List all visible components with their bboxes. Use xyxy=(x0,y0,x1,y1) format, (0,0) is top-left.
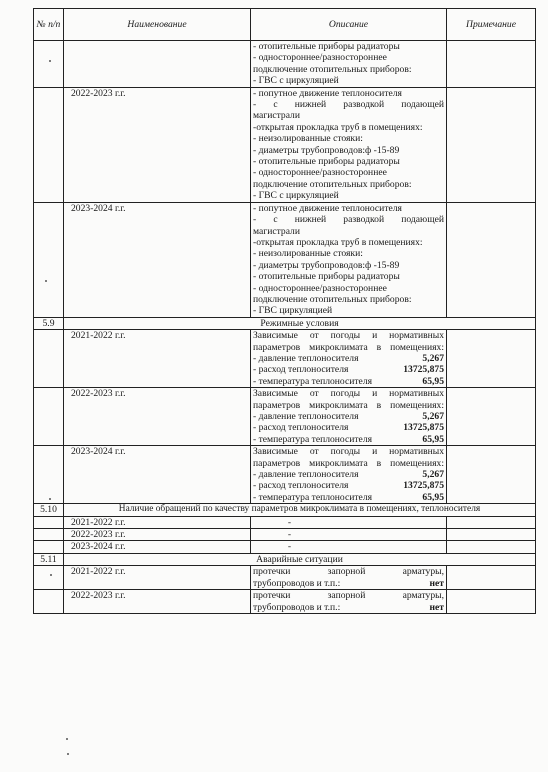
scan-speck xyxy=(49,60,51,62)
header-description: Описание xyxy=(251,9,447,41)
table-row xyxy=(34,446,536,504)
description-cell: протечки запорной арматуры, трубопроводов и т.п.: нет xyxy=(251,566,447,590)
note-cell xyxy=(447,202,536,317)
period-cell: 2022-2023 г.г. xyxy=(64,590,251,614)
table-row xyxy=(34,87,536,202)
period-cell: 2022-2023 г.г. xyxy=(64,388,251,446)
period-cell: 2023-2024 г.г. xyxy=(64,446,251,504)
period-cell: 2022-2023 г.г. xyxy=(64,529,251,541)
period-cell xyxy=(64,41,251,88)
header-number: № п/п xyxy=(34,9,64,41)
section-number: 5.10 xyxy=(34,504,64,516)
section-title: Наличие обращений по качеству параметров микроклимата в помещениях, теплоносителя xyxy=(64,504,536,516)
description-cell: - xyxy=(251,541,447,553)
description-cell: - xyxy=(251,529,447,541)
table-row xyxy=(34,330,536,388)
description-cell: - попутное движение теплоносителя - с нижней разводкой подающей магистрали -открытая прокладка труб в помещениях: - неизолированные стояки: - диаметры трубопроводов:ф -15-89 - отопительные приборы радиаторы - одностороннее/разностороннее подключение отопительных приборов: - ГВС с циркуляцией xyxy=(251,87,447,202)
table-header-row xyxy=(34,9,536,41)
period-cell: 2021-2022 г.г. xyxy=(64,566,251,590)
scan-speck xyxy=(50,574,52,576)
scan-speck xyxy=(49,498,51,500)
period-cell: 2022-2023 г.г. xyxy=(64,87,251,202)
note-cell xyxy=(447,446,536,504)
table-row xyxy=(34,202,536,317)
section-row-5-11 xyxy=(34,553,536,565)
note-cell xyxy=(447,41,536,88)
period-cell: 2021-2022 г.г. xyxy=(64,330,251,388)
header-note: Примечание xyxy=(447,9,536,41)
note-cell xyxy=(447,388,536,446)
header-name: Наименование xyxy=(64,9,251,41)
table-row xyxy=(34,566,536,590)
note-cell xyxy=(447,516,536,528)
scan-speck xyxy=(66,738,68,740)
table-row xyxy=(34,41,536,88)
section-number: 5.9 xyxy=(34,317,64,329)
note-cell xyxy=(447,566,536,590)
period-cell: 2021-2022 г.г. xyxy=(64,516,251,528)
scan-speck xyxy=(67,753,69,755)
period-cell: 2023-2024 г.г. xyxy=(64,202,251,317)
table-row xyxy=(34,590,536,614)
section-title: Аварийные ситуации xyxy=(64,553,536,565)
description-cell: - xyxy=(251,516,447,528)
description-cell: Зависимые от погоды и нормативных параметров микроклимата в помещениях: - давление теплоносителя 5,267 - расход теплоносителя 13725,875 - температура теплоносителя 65,95 xyxy=(251,446,447,504)
description-cell: Зависимые от погоды и нормативных параметров микроклимата в помещениях: - давление теплоносителя 5,267 - расход теплоносителя 13725,875 - температура теплоносителя 65,95 xyxy=(251,388,447,446)
table-row xyxy=(34,529,536,541)
description-cell: - отопительные приборы радиаторы - одностороннее/разностороннее подключение отопительных приборов: - ГВС с циркуляцией xyxy=(251,41,447,88)
section-row-5-9 xyxy=(34,317,536,329)
note-cell xyxy=(447,330,536,388)
description-cell: протечки запорной арматуры, трубопроводов и т.п.: нет xyxy=(251,590,447,614)
description-cell: - попутное движение теплоносителя - с нижней разводкой подающей магистрали -открытая прокладка труб в помещениях: - неизолированные стояки: - диаметры трубопроводов:ф -15-89 - отопительные приборы радиаторы - одностороннее/разностороннее подключение отопительных приборов: - ГВС циркуляцией xyxy=(251,202,447,317)
description-cell: Зависимые от погоды и нормативных параметров микроклимата в помещениях: - давление теплоносителя 5,267 - расход теплоносителя 13725,875 - температура теплоносителя 65,95 xyxy=(251,330,447,388)
note-cell xyxy=(447,529,536,541)
note-cell xyxy=(447,590,536,614)
scan-speck xyxy=(45,280,47,282)
period-cell: 2023-2024 г.г. xyxy=(64,541,251,553)
section-number: 5.11 xyxy=(34,553,64,565)
section-title: Режимные условия xyxy=(64,317,536,329)
table-row xyxy=(34,541,536,553)
table-row xyxy=(34,516,536,528)
table-row xyxy=(34,388,536,446)
note-cell xyxy=(447,87,536,202)
specification-table xyxy=(33,8,536,614)
note-cell xyxy=(447,541,536,553)
section-row-5-10 xyxy=(34,504,536,516)
